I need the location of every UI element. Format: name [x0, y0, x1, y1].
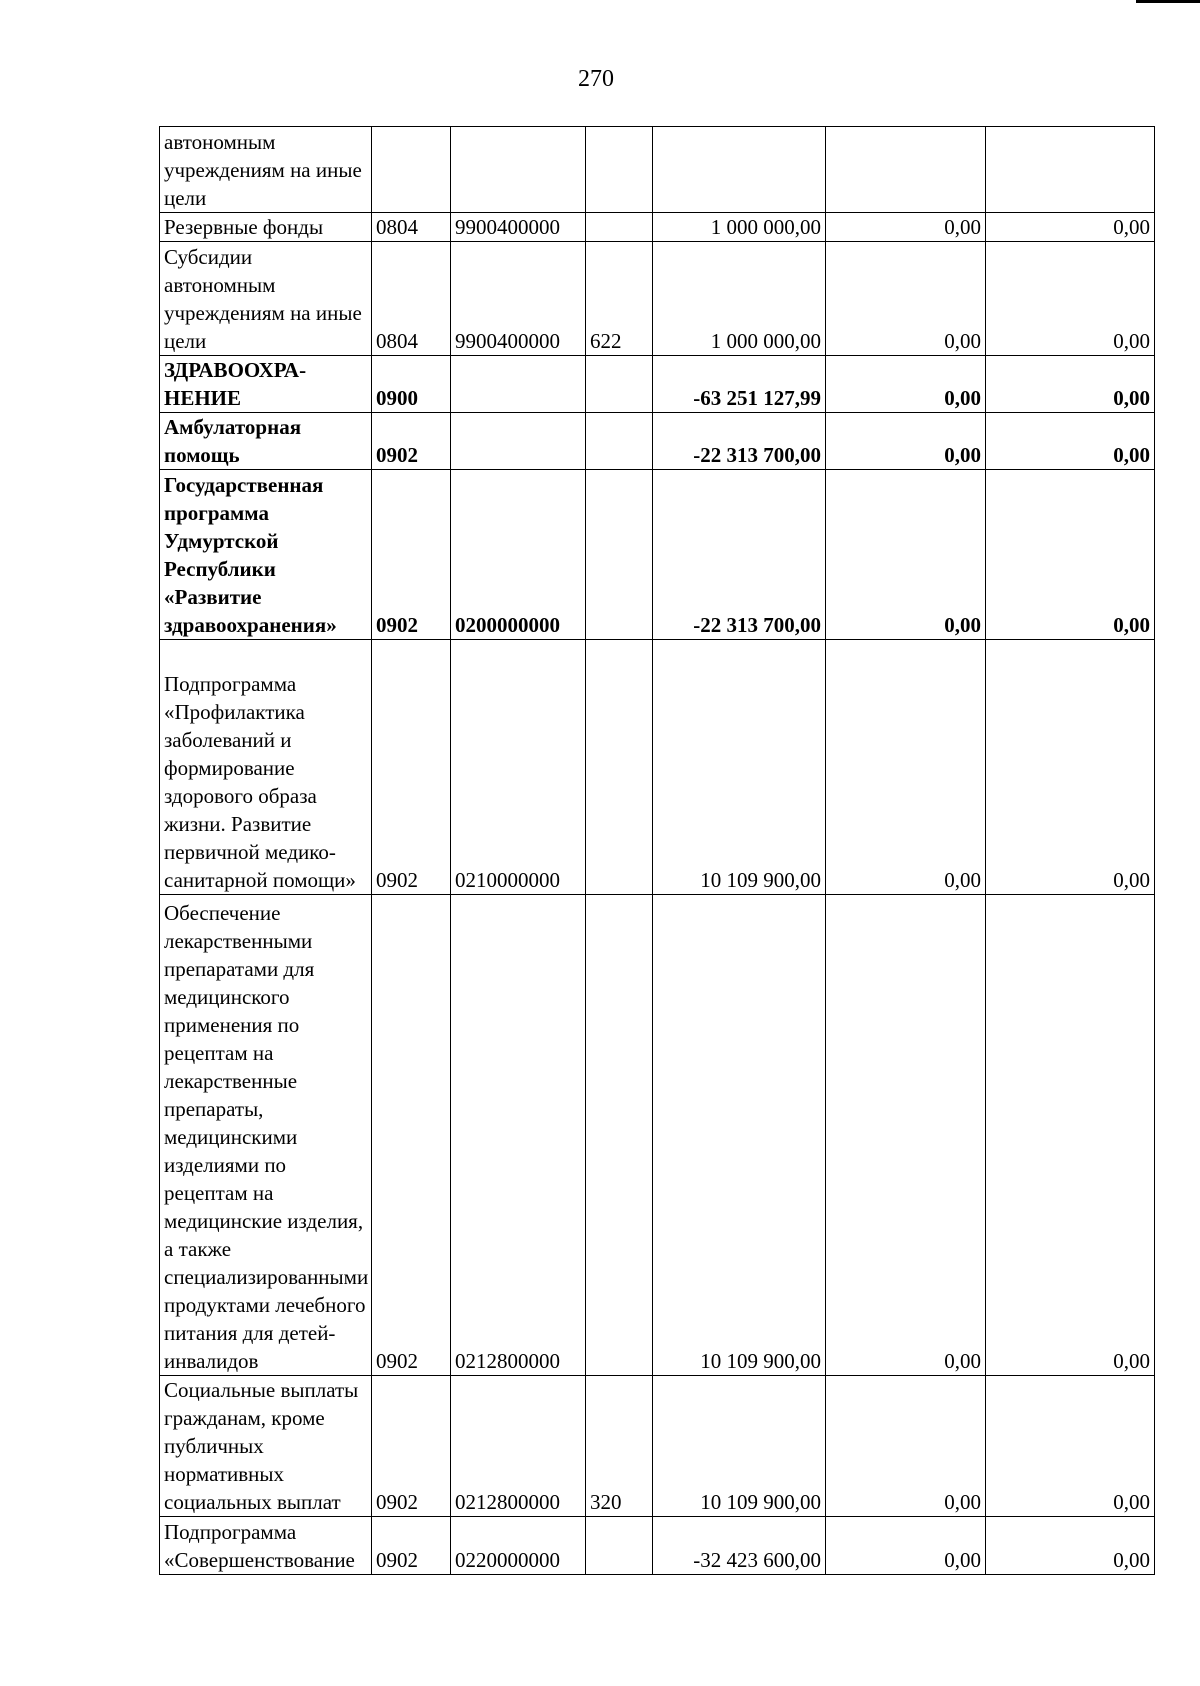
section-code: 0900 [372, 356, 451, 413]
target-code: 0210000000 [451, 640, 586, 895]
table-row [160, 1517, 1155, 1575]
value-2: 0,00 [986, 640, 1155, 895]
value-2: 0,00 [986, 1517, 1155, 1575]
row-name: Субсидии автономным учреждениям на иные цели [160, 242, 372, 356]
expense-type: 320 [586, 1376, 653, 1517]
expense-type [586, 895, 653, 1376]
value-2: 0,00 [986, 1376, 1155, 1517]
amount [653, 127, 826, 213]
target-code: 9900400000 [451, 242, 586, 356]
value-1: 0,00 [826, 413, 986, 470]
target-code: 0200000000 [451, 470, 586, 640]
page-number: 270 [578, 66, 614, 92]
target-code: 0212800000 [451, 1376, 586, 1517]
section-code: 0902 [372, 413, 451, 470]
amount: 10 109 900,00 [653, 1376, 826, 1517]
section-code: 0902 [372, 1517, 451, 1575]
table-row [160, 470, 1155, 640]
value-2: 0,00 [986, 242, 1155, 356]
table-row [160, 356, 1155, 413]
table-row [160, 242, 1155, 356]
section-code: 0902 [372, 640, 451, 895]
row-name: Государственная программа Удмуртской Республики «Развитие здравоохранения» [160, 470, 372, 640]
value-1: 0,00 [826, 242, 986, 356]
expense-type [586, 640, 653, 895]
budget-table [159, 126, 1155, 1575]
expense-type [586, 213, 653, 242]
value-2: 0,00 [986, 470, 1155, 640]
amount: 10 109 900,00 [653, 640, 826, 895]
section-code: 0804 [372, 242, 451, 356]
table-row [160, 413, 1155, 470]
amount: -22 313 700,00 [653, 413, 826, 470]
value-1: 0,00 [826, 1517, 986, 1575]
expense-type [586, 413, 653, 470]
amount: 1 000 000,00 [653, 213, 826, 242]
target-code [451, 413, 586, 470]
amount: 1 000 000,00 [653, 242, 826, 356]
value-2: 0,00 [986, 213, 1155, 242]
target-code: 0220000000 [451, 1517, 586, 1575]
expense-type [586, 356, 653, 413]
amount: -63 251 127,99 [653, 356, 826, 413]
value-1: 0,00 [826, 213, 986, 242]
row-name: ЗДРАВООХРА-НЕНИЕ [160, 356, 372, 413]
value-1: 0,00 [826, 470, 986, 640]
row-name: Амбулаторная помощь [160, 413, 372, 470]
table-row [160, 213, 1155, 242]
expense-type [586, 470, 653, 640]
row-name: Обеспечение лекарственными препаратами для медицинского применения по рецептам на лекарственные препараты, медицинскими изделиями по рецептам на медицинские изделия, а также специализированными продуктами лечебного питания для детей-инвалидов [160, 895, 372, 1376]
section-code: 0804 [372, 213, 451, 242]
expense-type [586, 127, 653, 213]
section-code: 0902 [372, 895, 451, 1376]
amount: -32 423 600,00 [653, 1517, 826, 1575]
section-code [372, 127, 451, 213]
target-code: 9900400000 [451, 213, 586, 242]
target-code [451, 127, 586, 213]
amount: -22 313 700,00 [653, 470, 826, 640]
row-name: Подпрограмма «Профилактика заболеваний и формирование здорового образа жизни. Развитие первичной медико-санитарной помощи» [160, 640, 372, 895]
value-1: 0,00 [826, 1376, 986, 1517]
section-code: 0902 [372, 1376, 451, 1517]
corner-mark [1136, 0, 1200, 3]
target-code [451, 356, 586, 413]
section-code: 0902 [372, 470, 451, 640]
table-row [160, 895, 1155, 1376]
expense-type: 622 [586, 242, 653, 356]
row-name: Социальные выплаты гражданам, кроме публичных нормативных социальных выплат [160, 1376, 372, 1517]
value-2: 0,00 [986, 356, 1155, 413]
table-row [160, 127, 1155, 213]
row-name: Подпрограмма «Совершенствование [160, 1517, 372, 1575]
row-name: Резервные фонды [160, 213, 372, 242]
value-1: 0,00 [826, 356, 986, 413]
amount: 10 109 900,00 [653, 895, 826, 1376]
table-row [160, 640, 1155, 895]
value-2 [986, 127, 1155, 213]
table-row [160, 1376, 1155, 1517]
value-1: 0,00 [826, 895, 986, 1376]
value-2: 0,00 [986, 413, 1155, 470]
row-name: автономным учреждениям на иные цели [160, 127, 372, 213]
target-code: 0212800000 [451, 895, 586, 1376]
value-1: 0,00 [826, 640, 986, 895]
value-2: 0,00 [986, 895, 1155, 1376]
expense-type [586, 1517, 653, 1575]
value-1 [826, 127, 986, 213]
